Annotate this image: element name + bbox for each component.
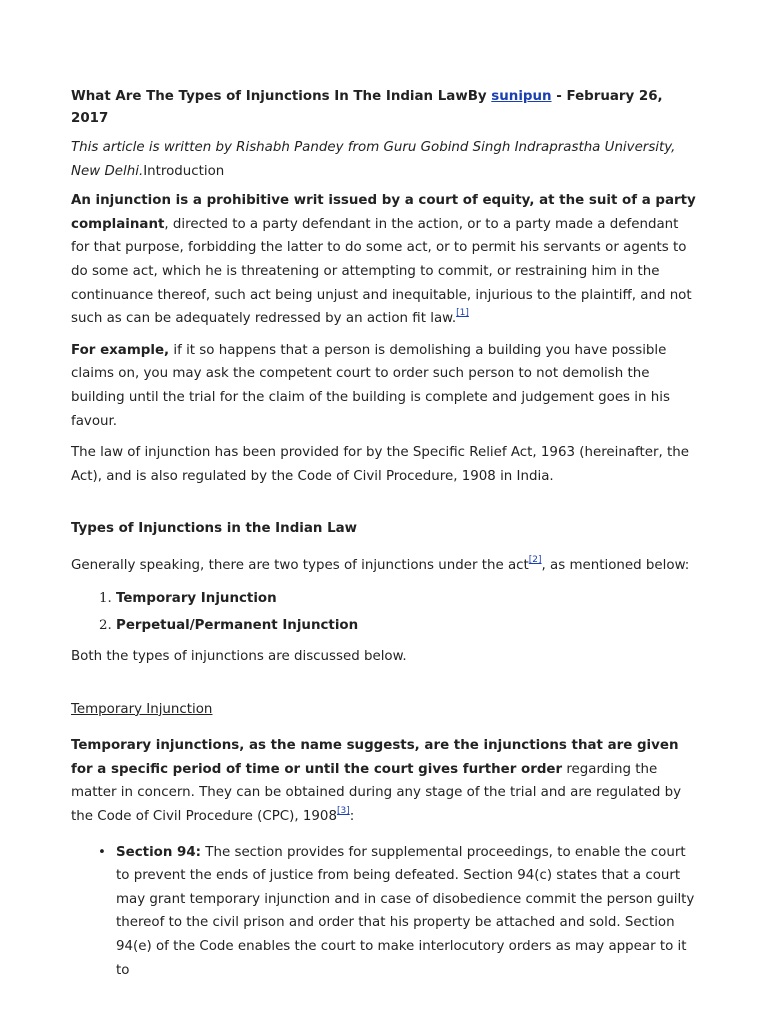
temporary-bold: Temporary injunctions, as the name suggests, are the injunctions that are given for a specific period of time or until the court gives further order	[71, 738, 679, 777]
list-item: 2. Perpetual/Permanent Injunction	[116, 612, 699, 639]
post-date: - February 26, 2017	[71, 89, 663, 126]
article	[71, 86, 699, 982]
types-both: Both the types of injunctions are discussed below.	[71, 649, 407, 665]
types-intro-text: Generally speaking, there are two types of injunctions under the act	[71, 557, 529, 573]
definition-paragraph	[71, 189, 699, 331]
section-94-label: Section 94:	[116, 844, 202, 860]
temporary-text: regarding the matter in concern. They can be obtained during any stage of the trial and are regulated by the Code of Civil Procedure (CPC), 1908	[71, 761, 682, 825]
definition-text: , directed to a party defendant in the action, or to a party made a defendant for that purpose, forbidding the latter to do some act, or to permit his servants or agents to do some act, which he is threatening or attempting to commit, or restraining him in the continuance thereof, such act being unjust and inequitable, injurious to the plaintiff, and not such as can be adequately redressed by an action fit law.	[71, 216, 692, 327]
example-bold: For example,	[71, 342, 170, 358]
list-item	[98, 841, 699, 983]
footnote-ref-2[interactable]: [2]	[528, 554, 542, 565]
temporary-heading	[71, 699, 699, 721]
temporary-heading-text: Temporary Injunction	[71, 701, 213, 717]
types-list	[71, 585, 699, 639]
intro-label: Introduction	[143, 163, 225, 179]
law-paragraph: The law of injunction has been provided for by the Specific Relief Act, 1963 (hereinafter, the Act), and is also regulated by the Code of Civil Procedure, 1908 in India.	[71, 445, 690, 484]
bullet-glyph: •	[98, 844, 106, 860]
temporary-tail: :	[349, 809, 355, 825]
article-title	[71, 86, 699, 130]
section-94-text: The section provides for supplemental proceedings, to enable the court to prevent the ends of justice from being defeated. Section 94(c) states that a court may grant temporary injunction and in case of disobedience commit the person guilty thereof to the civil prison and order that his property be attached and sold. Section 94(e) of the Code enables the court to make interlocutory orders as may appear to it to	[116, 844, 695, 978]
example-text: if it so happens that a person is demolishing a building you have possible claims on, you may ask the competent court to order such person to not demolish the building until the trial for the claim of the building is complete and judgement goes in his favour.	[71, 342, 670, 429]
footnote-ref-1[interactable]: [1]	[456, 308, 469, 319]
byline-author: This article is written by Rishabh Pandey from Guru Gobind Singh Indraprastha University, New Delhi.	[71, 140, 676, 179]
temporary-paragraph	[71, 734, 699, 828]
definition-bold: An injunction is a prohibitive writ issued by a court of equity, at the suit of a party complainant	[71, 193, 696, 232]
types-intro	[71, 554, 699, 578]
byline	[71, 136, 699, 183]
list-item: 1. Temporary Injunction	[116, 585, 699, 612]
footnote-ref-3[interactable]: [3]	[336, 806, 350, 817]
example-paragraph	[71, 339, 699, 433]
types-heading: Types of Injunctions in the Indian Law	[71, 521, 358, 537]
sections-list	[71, 841, 699, 983]
title-text: What Are The Types of Injunctions In The Indian LawBy	[71, 89, 492, 104]
author-link[interactable]: sunipun	[491, 89, 552, 104]
types-intro-tail: , as mentioned below:	[541, 557, 690, 573]
